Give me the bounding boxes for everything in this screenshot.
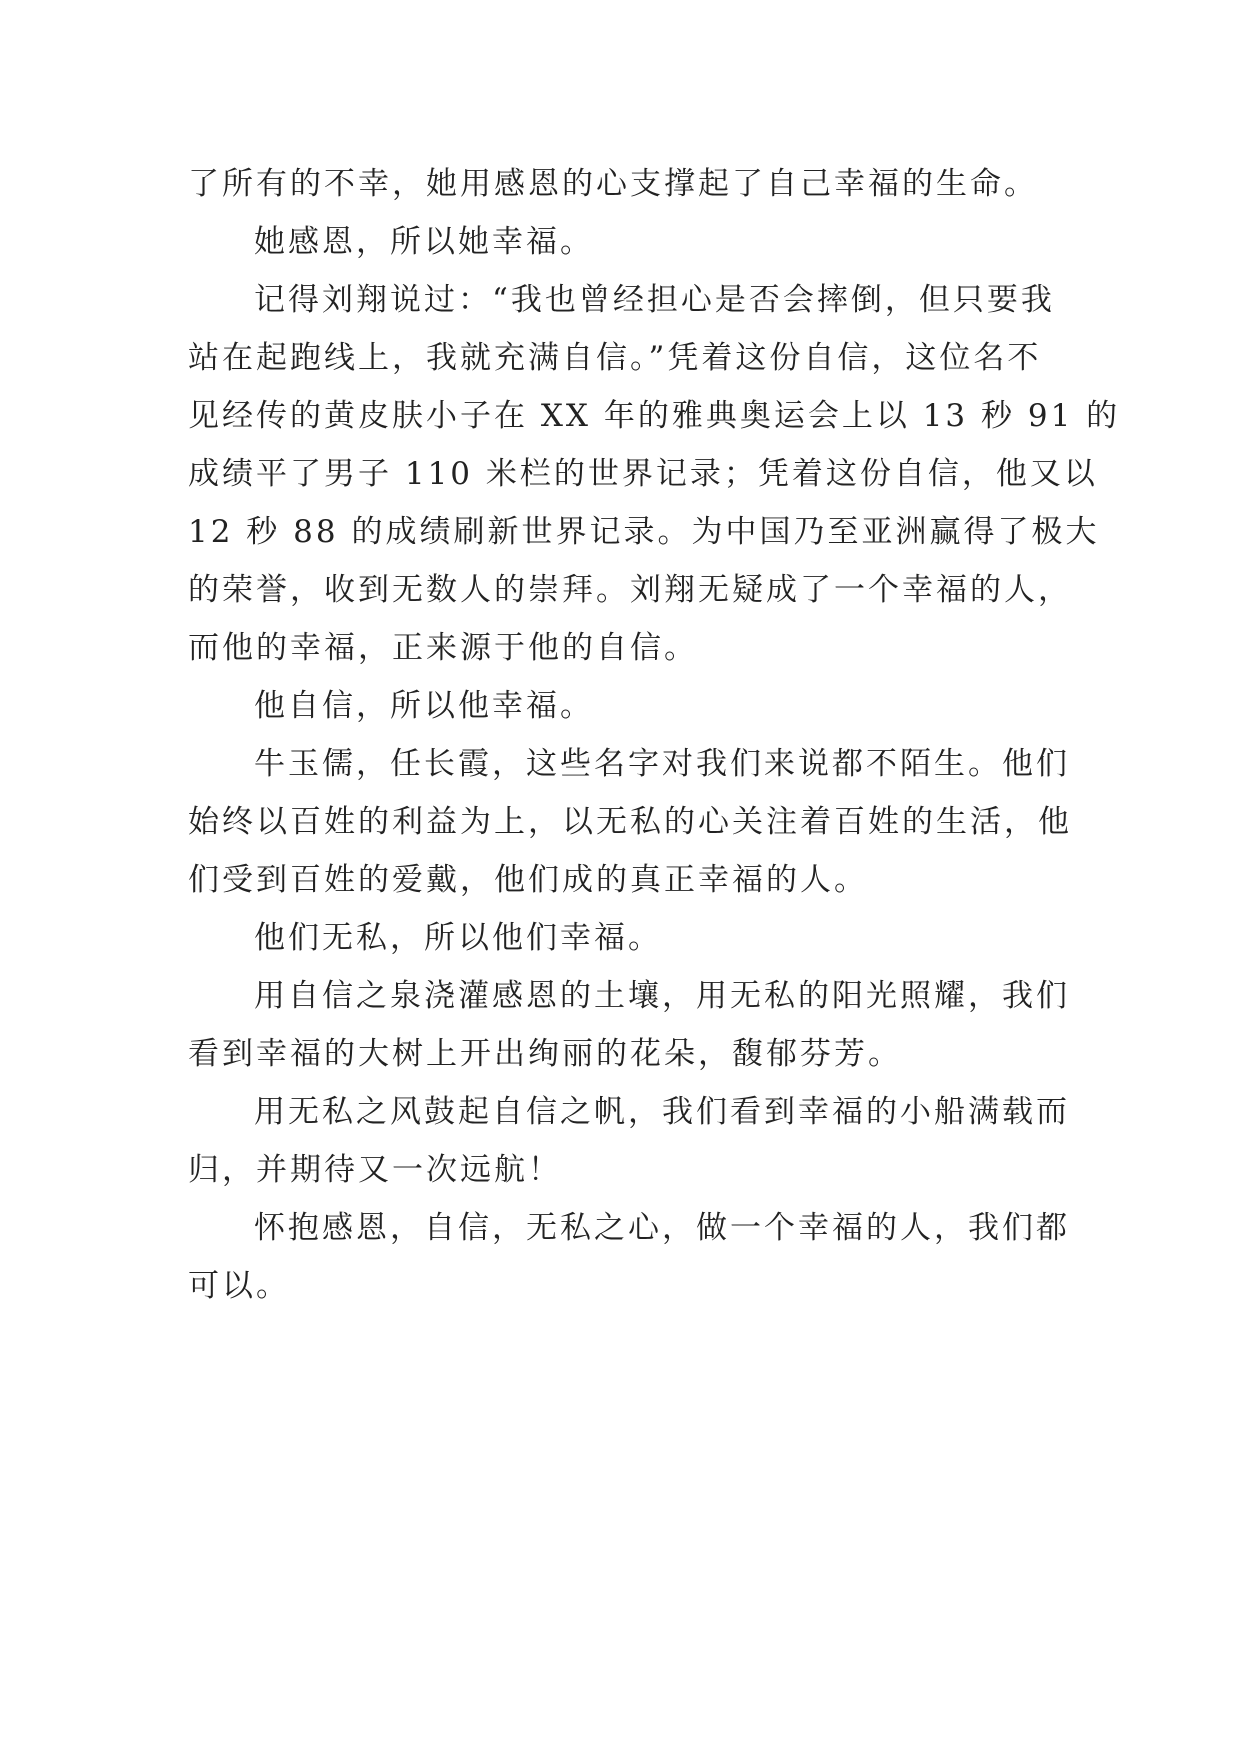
text-line: 他自信，所以他幸福。 <box>254 688 594 724</box>
text-line: 的荣誉，收到无数人的崇拜。刘翔无疑成了一个幸福的人， <box>188 572 1072 608</box>
text-line: 看到幸福的大树上开出绚丽的花朵，馥郁芬芳。 <box>188 1036 902 1072</box>
text-line: 12 秒 88 的成绩刷新世界记录。为中国乃至亚洲赢得了极大 <box>188 514 1100 550</box>
text-line: 而他的幸福，正来源于他的自信。 <box>188 630 698 666</box>
text-line: 站在起跑线上，我就充满自信。”凭着这份自信，这位名不 <box>188 340 1042 376</box>
text-line: 可以。 <box>188 1268 290 1304</box>
text-line: 了所有的不幸，她用感恩的心支撑起了自己幸福的生命。 <box>188 166 1038 202</box>
text-line: 牛玉儒，任长霞，这些名字对我们来说都不陌生。他们 <box>254 746 1070 782</box>
text-line: 成绩平了男子 110 米栏的世界记录；凭着这份自信，他又以 <box>188 456 1098 492</box>
text-line: 们受到百姓的爱戴，他们成的真正幸福的人。 <box>188 862 868 898</box>
text-line: 用自信之泉浇灌感恩的土壤，用无私的阳光照耀，我们 <box>254 978 1070 1014</box>
text-line: 用无私之风鼓起自信之帆，我们看到幸福的小船满载而 <box>254 1094 1070 1130</box>
text-line: 他们无私，所以他们幸福。 <box>254 920 662 956</box>
text-line: 怀抱感恩，自信，无私之心，做一个幸福的人，我们都 <box>254 1210 1070 1246</box>
text-line: 记得刘翔说过：“我也曾经担心是否会摔倒，但只要我 <box>254 282 1055 318</box>
text-line: 见经传的黄皮肤小子在 XX 年的雅典奥运会上以 13 秒 91 的 <box>188 398 1121 434</box>
text-line: 始终以百姓的利益为上，以无私的心关注着百姓的生活，他 <box>188 804 1072 840</box>
document-body <box>188 155 1121 1315</box>
text-line: 归，并期待又一次远航！ <box>188 1152 562 1188</box>
text-line: 她感恩，所以她幸福。 <box>254 224 594 260</box>
